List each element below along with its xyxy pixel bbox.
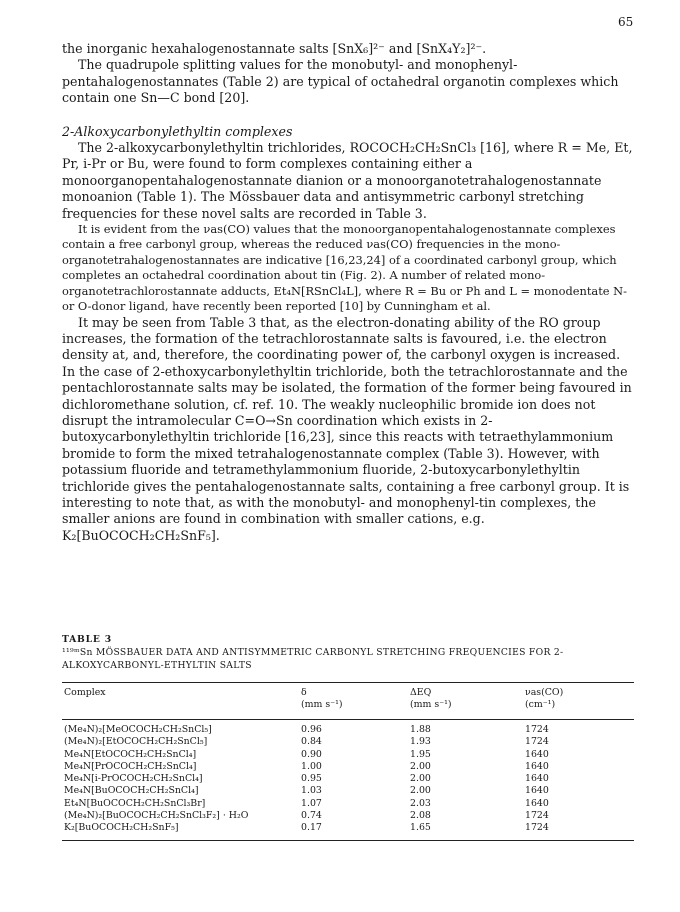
cell-delta: 0.90	[301, 748, 322, 760]
cell-quadrupole: 1.95	[410, 748, 431, 760]
cell-quadrupole: 2.00	[410, 760, 431, 772]
cell-carbonyl: 1724	[525, 822, 549, 834]
table-row	[62, 822, 634, 834]
header-complex: Complex	[64, 687, 106, 698]
cell-complex: Me₄N[i-PrOCOCH₂CH₂SnCl₄]	[64, 773, 203, 785]
cell-quadrupole: 1.88	[410, 724, 431, 735]
cell-complex: Me₄N[EtOCOCH₂CH₂SnCl₄]	[64, 748, 197, 760]
cell-carbonyl: 1724	[525, 810, 549, 822]
cell-delta: 0.84	[301, 736, 322, 748]
table-bottom-rule	[62, 840, 634, 841]
cell-delta: 0.17	[301, 822, 322, 834]
cell-carbonyl: 1640	[525, 773, 549, 785]
paragraph-quadrupole: The quadrupole splitting values for the monobutyl- and monophenyl-pentahalogenostannates (Table 2) are typical of octahedral organotin complexes which contain one Sn—C bond [20].	[62, 57, 619, 106]
table-label: TABLE 3	[62, 634, 112, 645]
table-row	[62, 798, 634, 810]
cell-carbonyl: 1640	[525, 748, 549, 760]
cell-complex: Et₄N[BuOCOCH₂CH₂SnCl₃Br]	[64, 797, 206, 809]
header-delta: δ (mm s⁻¹)	[301, 687, 343, 710]
cell-delta: 1.03	[301, 785, 322, 797]
cell-delta: 0.95	[301, 773, 322, 785]
cell-quadrupole: 2.08	[410, 810, 431, 822]
cell-delta: 1.07	[301, 797, 322, 809]
header-carbonyl: νas(CO) (cm⁻¹)	[525, 687, 564, 710]
cell-complex: (Me₄N)₂[BuOCOCH₂CH₂SnCl₃F₂] · H₂O	[64, 810, 249, 822]
table-row	[62, 736, 634, 748]
paragraph-alkoxycarbonyl: The 2-alkoxycarbonylethyltin trichlorides, ROCOCH₂CH₂SnCl₃ [16], where R = Me, Et, Pr, i-Pr or Bu, were found to form complexes containing either a monoorganopentahalogenostannate dianion or a monoorganotetrahalogenostannate monoanion (Table 1). The Mössbauer data and antisymmetric carbonyl stretching frequencies for these novel salts are recorded in Table 3.	[62, 140, 633, 221]
paragraph-table3-discussion: It may be seen from Table 3 that, as the electron-donating ability of the RO group increases, the formation of the tetrachlorostannate salts is favoured, i.e. the electron density at, and, therefore, the coordinating power of, the carbonyl oxygen is increased. In the case of 2-ethoxycarbonylethyltin trichloride, both the tetrachlorostannate and the pentachlorostannate salts may be isolated, the formation of the former being favoured in dichloromethane solution, cf. ref. 10. The weakly nucleophilic bromide ion does not disrupt the intramolecular C=O→Sn coordination which exists in 2-butoxycarbonylethyltin trichloride [16,23], since this reacts with tetraethylammonium bromide to form the mixed tetrahalogenostannate complex (Table 3). However, with potassium fluoride and tetramethylammonium fluoride, 2-butoxycarbonylethyltin trichloride gives the pentahalogenostannate salts, containing a free carbonyl group. It is interesting to note that, as with the monobutyl- and monophenyl-tin complexes, the smaller anions are found in combination with smaller cations, e.g. K₂[BuOCOCH₂CH₂SnF₅].	[62, 314, 632, 543]
body-text	[62, 41, 634, 544]
paragraph-carbonyl-values: It is evident from the νas(CO) values that the monoorganopentahalogenostannate complexes contain a free carbonyl group, whereas the reduced νas(CO) frequencies in the mono-organotetrahalogenostannates are indicative [16,23,24] of a coordinated carbonyl group, which completes an octahedral coordination about tin (Fig. 2). A number of related mono-organotetrachlorostannate adducts, Et₄N[RSnCl₄L], where R = Bu or Ph and L = monodentate N- or O-donor ligand, have recently been reported [10] by Cunningham et al.	[62, 222, 627, 314]
table-caption: ¹¹⁹ᵐSn MÖSSBAUER DATA AND ANTISYMMETRIC CARBONYL STRETCHING FREQUENCIES FOR 2-ALKOXYCARBONYL-ETHYLTIN SALTS	[62, 647, 564, 671]
cell-complex: (Me₄N)₂[MeOCOCH₂CH₂SnCl₅]	[64, 724, 212, 735]
cell-carbonyl: 1724	[525, 736, 549, 748]
cell-quadrupole: 1.93	[410, 736, 431, 748]
table-row	[62, 810, 634, 822]
cell-complex: K₂[BuOCOCH₂CH₂SnF₅]	[64, 822, 179, 834]
table-row	[62, 773, 634, 785]
cell-complex: Me₄N[PrOCOCH₂CH₂SnCl₄]	[64, 760, 197, 772]
cell-quadrupole: 2.00	[410, 785, 431, 797]
cell-delta: 1.00	[301, 760, 322, 772]
cell-complex: (Me₄N)₂[EtOCOCH₂CH₂SnCl₅]	[64, 736, 208, 748]
cell-carbonyl: 1640	[525, 797, 549, 809]
cell-quadrupole: 1.65	[410, 822, 431, 834]
table-row	[62, 761, 634, 773]
cell-delta: 0.96	[301, 724, 322, 735]
mossbauer-table	[62, 682, 634, 841]
cell-delta: 0.74	[301, 810, 322, 822]
table-body	[62, 720, 634, 835]
cell-carbonyl: 1640	[525, 760, 549, 772]
header-quadrupole: ΔEQ (mm s⁻¹)	[410, 687, 452, 710]
cell-quadrupole: 2.03	[410, 797, 431, 809]
page-number: 65	[618, 15, 634, 29]
section-heading: 2-Alkoxycarbonylethyltin complexes	[62, 123, 293, 139]
paragraph-continuation: the inorganic hexahalogenostannate salts [SnX₆]²⁻ and [SnX₄Y₂]²⁻.	[62, 41, 487, 56]
cell-carbonyl: 1724	[525, 724, 549, 735]
table-caption-block	[62, 633, 634, 672]
table-row	[62, 724, 634, 736]
table-row	[62, 785, 634, 797]
table-row	[62, 749, 634, 761]
cell-complex: Me₄N[BuOCOCH₂CH₂SnCl₄]	[64, 785, 199, 797]
cell-carbonyl: 1640	[525, 785, 549, 797]
cell-quadrupole: 2.00	[410, 773, 431, 785]
table-header	[62, 683, 634, 719]
